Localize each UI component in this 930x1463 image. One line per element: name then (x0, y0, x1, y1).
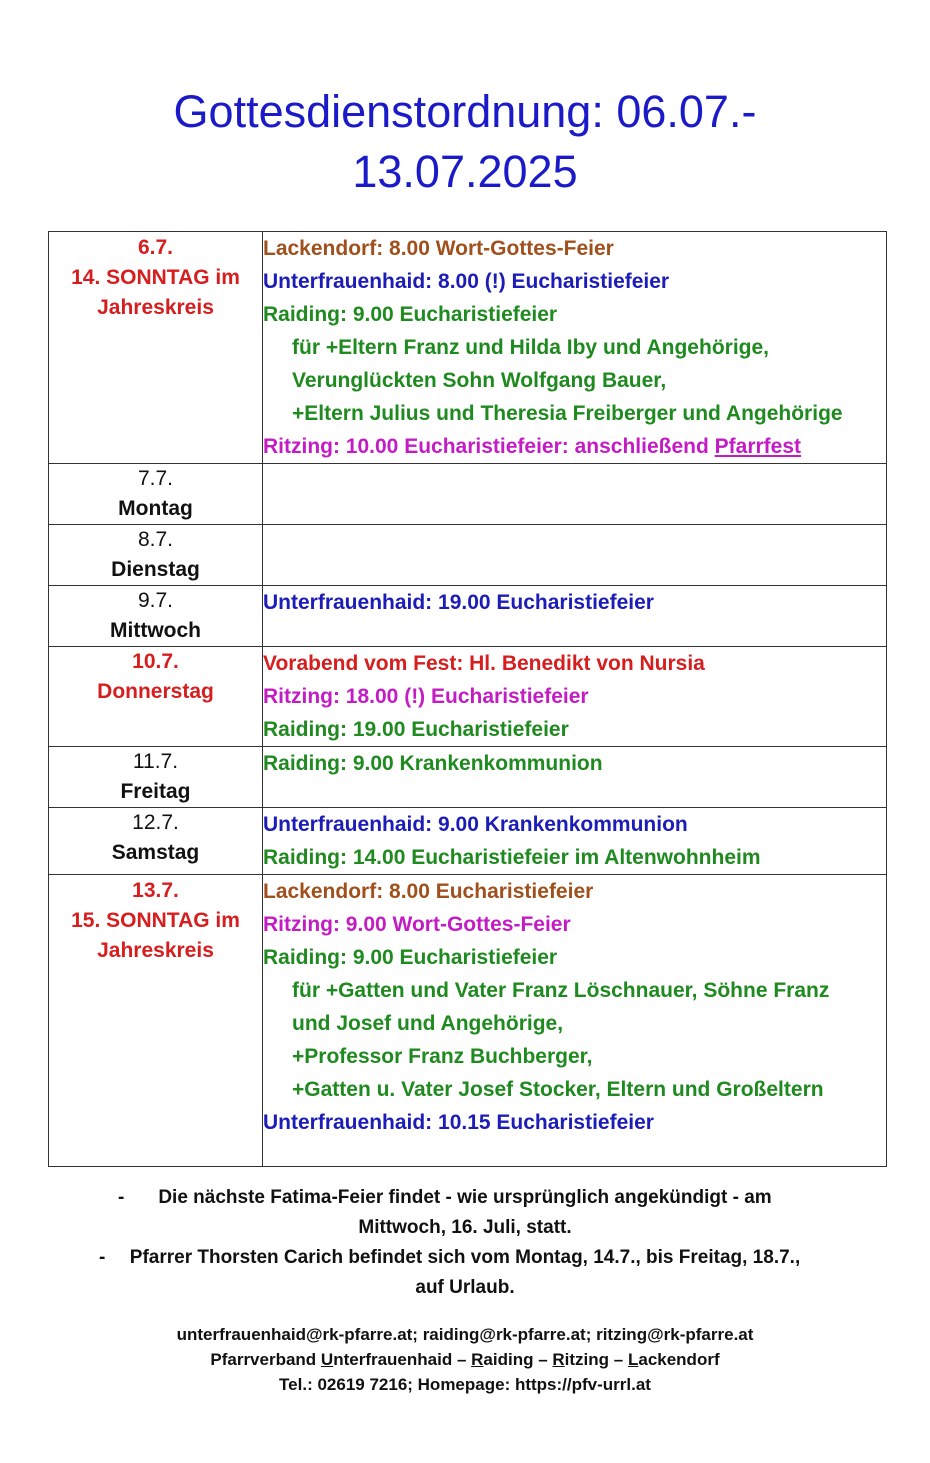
contact-footer (0, 1322, 930, 1397)
parish-separator: – (452, 1350, 472, 1369)
day-date: 7.7. (137, 467, 174, 490)
service-entry (263, 808, 886, 841)
service-entry-text: Raiding: 14.00 Eucharistiefeier im Altenwohnheim (263, 846, 761, 869)
parish-rest: aiding (483, 1350, 534, 1369)
day-date: 8.7. (137, 528, 174, 551)
service-entry-text: Raiding: 19.00 Eucharistiefeier (263, 718, 569, 741)
parish-rest: nterfrauenhaid (333, 1350, 453, 1369)
parish-rest: itzing (564, 1350, 610, 1369)
service-entry-text: für +Gatten und Vater Franz Löschnauer, Söhne Franz (292, 979, 830, 1002)
service-entry-text: Vorabend vom Fest: Hl. Benedikt von Nursia (263, 652, 705, 675)
service-entry (263, 1007, 886, 1040)
notes-section (0, 1183, 930, 1303)
service-entry (263, 586, 886, 619)
schedule-row (49, 232, 887, 464)
day-cell (49, 808, 263, 875)
service-entry-text: +Gatten u. Vater Josef Stocker, Eltern und Großeltern (292, 1078, 824, 1101)
service-entry (263, 331, 886, 364)
note-item (0, 1243, 930, 1303)
pfarrfest-link[interactable]: Pfarrfest (714, 435, 802, 458)
verband-prefix: Pfarrverband (210, 1350, 321, 1369)
schedule-row (49, 875, 887, 1167)
day-weekday: Donnerstag (97, 680, 214, 703)
day-weekday: Montag (118, 497, 193, 520)
entries-cell (263, 747, 887, 808)
service-entry-text: Ritzing: 9.00 Wort-Gottes-Feier (263, 913, 571, 936)
service-entry (263, 747, 886, 780)
day-weekday: Dienstag (111, 558, 200, 581)
service-entry (263, 1106, 886, 1139)
service-entry-text: Ritzing: 18.00 (!) Eucharistiefeier (263, 685, 589, 708)
service-entry-text: Raiding: 9.00 Eucharistiefeier (263, 303, 558, 326)
day-weekday: Samstag (111, 841, 200, 864)
title-line-1: Gottesdienstordnung: 06.07.- (173, 86, 757, 137)
service-entry-text: Verunglückten Sohn Wolfgang Bauer, (292, 369, 667, 392)
service-entry-text: Ritzing: 10.00 Eucharistiefeier: anschließend (263, 435, 715, 458)
note-item (0, 1183, 930, 1243)
note-line: Pfarrer Thorsten Carich befindet sich vom Montag, 14.7., bis Freitag, 18.7., (129, 1247, 801, 1268)
footer-verband (0, 1347, 930, 1372)
parish-separator: – (609, 1350, 628, 1369)
day-date: 13.7. (132, 879, 179, 902)
day-weekday: 14. SONNTAG im Jahreskreis (71, 266, 240, 319)
service-entry-text: Lackendorf: 8.00 Eucharistiefeier (263, 880, 594, 903)
service-entry (263, 232, 886, 265)
note-line: auf Urlaub. (415, 1277, 515, 1298)
day-date: 12.7. (132, 811, 179, 834)
entries-cell (263, 647, 887, 747)
service-entry (263, 430, 886, 463)
service-entry-text: +Professor Franz Buchberger, (292, 1045, 593, 1068)
service-entry (263, 397, 886, 430)
schedule-row (49, 808, 887, 875)
note-bullet: - (99, 1247, 106, 1268)
parish-initial: L (627, 1350, 639, 1369)
day-weekday: Freitag (120, 780, 191, 803)
parish-separator: – (533, 1350, 553, 1369)
service-entry (263, 1073, 886, 1106)
service-entry (263, 680, 886, 713)
service-entry (263, 941, 886, 974)
service-entry-text: +Eltern Julius und Theresia Freiberger und Angehörige (292, 402, 843, 425)
title-line-2: 13.07.2025 (352, 146, 578, 197)
service-entry-text: Unterfrauenhaid: 19.00 Eucharistiefeier (263, 591, 654, 614)
entries-cell (263, 875, 887, 1167)
note-line: Die nächste Fatima-Feier findet - wie ursprünglich angekündigt - am (158, 1187, 772, 1208)
service-entry (263, 713, 886, 746)
service-entry-text: Unterfrauenhaid: 10.15 Eucharistiefeier (263, 1111, 654, 1134)
schedule-row (49, 647, 887, 747)
day-date: 11.7. (132, 750, 179, 773)
service-entry (263, 908, 886, 941)
entries-cell (263, 464, 887, 525)
day-cell (49, 232, 263, 464)
service-entry (263, 265, 886, 298)
schedule-table (48, 231, 887, 1167)
service-entry-text: Unterfrauenhaid: 8.00 (!) Eucharistiefeier (263, 270, 670, 293)
service-entry (263, 1040, 886, 1073)
day-cell (49, 747, 263, 808)
service-entry (263, 875, 886, 908)
day-cell (49, 586, 263, 647)
schedule-row (49, 464, 887, 525)
footer-contact: Tel.: 02619 7216; Homepage: https://pfv-urrl.at (279, 1375, 651, 1394)
day-cell (49, 464, 263, 525)
service-entry (263, 974, 886, 1007)
day-date: 9.7. (137, 589, 174, 612)
day-date: 10.7. (132, 650, 179, 673)
entries-cell (263, 808, 887, 875)
parish-initial: U (320, 1350, 334, 1369)
day-weekday: 15. SONNTAG im Jahreskreis (71, 909, 240, 962)
day-cell (49, 525, 263, 586)
day-cell (49, 647, 263, 747)
parish-rest: ackendorf (638, 1350, 720, 1369)
service-entry-text: Raiding: 9.00 Eucharistiefeier (263, 946, 558, 969)
note-bullet: - (118, 1187, 125, 1208)
service-entry-text: Unterfrauenhaid: 9.00 Krankenkommunion (263, 813, 688, 836)
note-line: Mittwoch, 16. Juli, statt. (358, 1217, 572, 1238)
service-entry-text: und Josef und Angehörige, (292, 1012, 564, 1035)
footer-emails[interactable]: unterfrauenhaid@rk-pfarre.at; raiding@rk-pfarre.at; ritzing@rk-pfarre.at (176, 1325, 754, 1344)
schedule-row (49, 747, 887, 808)
entries-cell (263, 586, 887, 647)
service-entry-text: Raiding: 9.00 Krankenkommunion (263, 752, 603, 775)
service-entry (263, 841, 886, 874)
service-entry (263, 647, 886, 680)
entries-cell (263, 525, 887, 586)
entries-cell (263, 232, 887, 464)
schedule-row (49, 586, 887, 647)
service-entry-text: für +Eltern Franz und Hilda Iby und Angehörige, (292, 336, 769, 359)
service-entry-text: Lackendorf: 8.00 Wort-Gottes-Feier (263, 237, 614, 260)
day-weekday: Mittwoch (110, 619, 201, 642)
parish-initial: R (552, 1350, 565, 1369)
page-title (0, 82, 930, 202)
day-date: 6.7. (137, 236, 174, 259)
schedule-row (49, 525, 887, 586)
service-entry (263, 298, 886, 331)
parish-initial: R (471, 1350, 484, 1369)
service-entry (263, 364, 886, 397)
day-cell (49, 875, 263, 1167)
